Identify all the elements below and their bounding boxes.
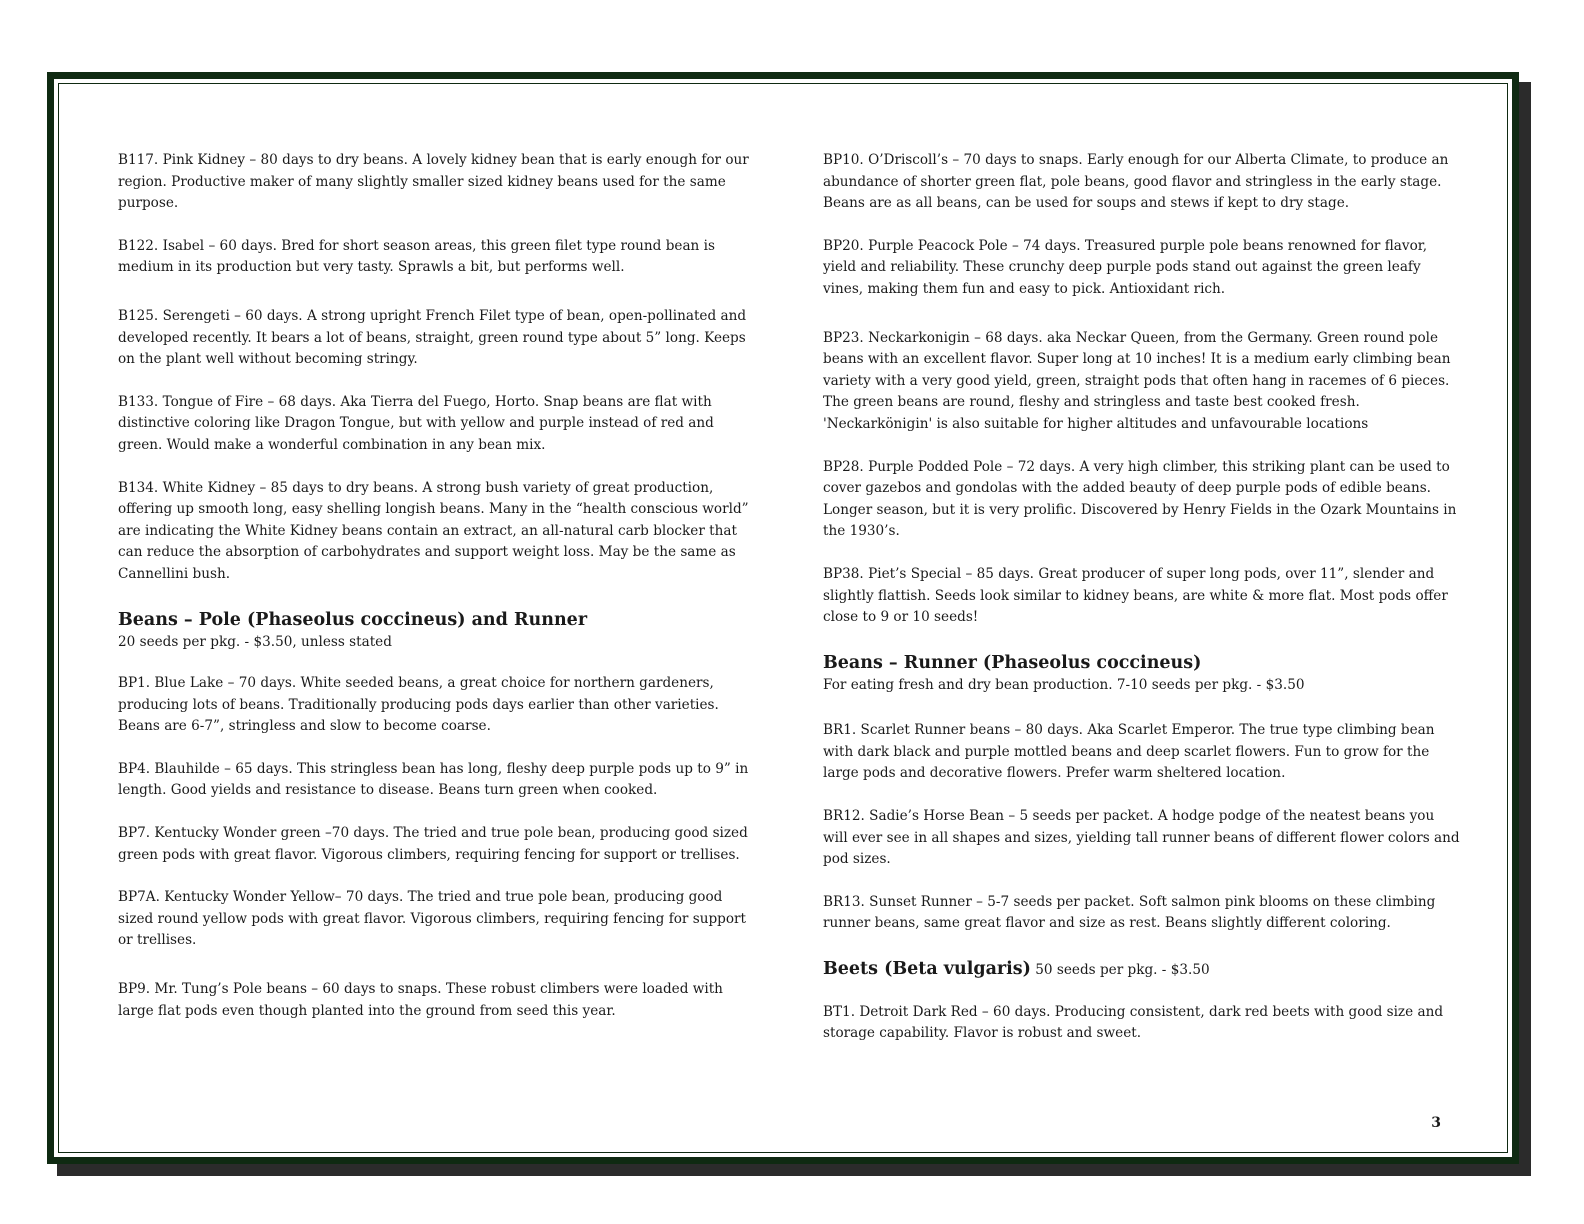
- catalog-entry: B122. Isabel – 60 days. Bred for short season areas, this green filet type round bean is medium in its production but very tasty. Sprawls a bit, but performs well.: [118, 237, 715, 276]
- right-column: [823, 150, 1463, 1066]
- page-number: 3: [1431, 1115, 1441, 1131]
- catalog-entry: B134. White Kidney – 85 days to dry beans. A strong bush variety of great production, offering up smooth long, easy shelling longish beans. Many in the “health conscious world” are indicating the White Kidney beans contain an extract, an all-natural carb blocker that can reduce the absorption of carbohydrates and support weight loss. May be the same as Cannellini bush.: [118, 479, 749, 582]
- section-header-beets: [823, 957, 1463, 982]
- page-frame: [47, 72, 1519, 1164]
- section-subtitle-runner-beans: For eating fresh and dry bean production. 7-10 seeds per pkg. - $3.50: [823, 676, 1305, 693]
- catalog-entry: BP9. Mr. Tung’s Pole beans – 60 days to snaps. These robust climbers were loaded with large flat pods even though planted into the ground from seed this year.: [118, 981, 723, 1019]
- catalog-entry: BP28. Purple Podded Pole – 72 days. A very high climber, this striking plant can be used to cover gazebos and gondolas with the added beauty of deep purple pods of edible beans. Longer season, but it is very prolific. Discovered by Henry Fields in the Ozark Mountains in the 1930’s.: [823, 458, 1457, 540]
- catalog-entry: BR13. Sunset Runner – 5-7 seeds per packet. Soft salmon pink blooms on these climbing runner beans, same great flavor and size as rest. Beans slightly different coloring.: [823, 893, 1436, 932]
- catalog-entry: B133. Tongue of Fire – 68 days. Aka Tierra del Fuego, Horto. Snap beans are flat with distinctive coloring like Dragon Tongue, but with yellow and purple instead of red and green. Would make a wonderful combination in any bean mix.: [118, 393, 714, 453]
- catalog-entry: BP7. Kentucky Wonder green –70 days. The tried and true pole bean, producing good sized green pods with great flavor. Vigorous climbers, requiring fencing for support or trellises.: [118, 825, 748, 863]
- section-heading-runner-beans: Beans – Runner (Phaseolus coccineus): [823, 652, 1202, 673]
- catalog-entry: B117. Pink Kidney – 80 days to dry beans. A lovely kidney bean that is early enough for our region. Productive maker of many slightly smaller sized kidney beans used for the same purpose.: [118, 152, 749, 212]
- catalog-entry: BP4. Blauhilde – 65 days. This stringless bean has long, fleshy deep purple pods up to 9” in length. Good yields and resistance to disease. Beans turn green when cooked.: [118, 760, 749, 799]
- catalog-entry: BR12. Sadie’s Horse Bean – 5 seeds per packet. A hodge podge of the neatest beans you will ever see in all shapes and sizes, yielding tall runner beans of different flower colors and pod sizes.: [823, 808, 1460, 868]
- catalog-entry: BP1. Blue Lake – 70 days. White seeded beans, a great choice for northern gardeners, producing lots of beans. Traditionally producing pods days earlier than other varieties. Beans are 6-7”, stringless and slow to become coarse.: [118, 675, 719, 735]
- catalog-entry: B125. Serengeti – 60 days. A strong upright French Filet type of bean, open-pollinated and developed recently. It bears a lot of beans, straight, green round type about 5” long. Keeps on the plant well without becoming stringy.: [118, 307, 747, 368]
- catalog-entry: BT1. Detroit Dark Red – 60 days. Producing consistent, dark red beets with good size and storage capability. Flavor is robust and sweet.: [823, 1003, 1444, 1042]
- section-heading-beets: Beets (Beta vulgaris): [823, 959, 1031, 980]
- left-column: [118, 150, 758, 1043]
- catalog-entry: BP38. Piet’s Special – 85 days. Great producer of super long pods, over 11”, slender and slightly flattish. Seeds look similar to kidney beans, are white & more flat. Most pods offer close to 9 or 10 seeds!: [823, 565, 1448, 626]
- section-subtitle-pole-beans: 20 seeds per pkg. - $3.50, unless stated: [118, 633, 392, 650]
- page-content: [58, 83, 1508, 1153]
- catalog-entry: BP10. O’Driscoll’s – 70 days to snaps. Early enough for our Alberta Climate, to produce an abundance of shorter green flat, pole beans, good flavor and stringless in the early stage. Beans are as all beans, can be used for soups and stews if kept to dry stage.: [823, 152, 1449, 212]
- section-heading-pole-beans: Beans – Pole (Phaseolus coccineus) and Runner: [118, 609, 588, 630]
- catalog-entry: BP23. Neckarkonigin – 68 days. aka Neckar Queen, from the Germany. Green round pole beans with an excellent flavor. Super long at 10 inches! It is a medium early climbing bean variety with a very good yield, green, straight pods that often hang in racemes of 6 pieces. The green beans are round, fleshy and stringless and taste best cooked fresh. 'Neckarkönigin' is also suitable for higher altitudes and unfavourable locations: [823, 329, 1451, 432]
- catalog-entry: BR1. Scarlet Runner beans – 80 days. Aka Scarlet Emperor. The true type climbing bean with dark black and purple mottled beans and deep scarlet flowers. Fun to grow for the large pods and decorative flowers. Prefer warm sheltered location.: [823, 722, 1435, 782]
- catalog-entry: BP7A. Kentucky Wonder Yellow– 70 days. The tried and true pole bean, producing good sized round yellow pods with great flavor. Vigorous climbers, requiring fencing for support or trellises.: [118, 889, 747, 949]
- catalog-entry: BP20. Purple Peacock Pole – 74 days. Treasured purple pole beans renowned for flavor, yield and reliability. These crunchy deep purple pods stand out against the green leafy vines, making them fun and easy to pick. Antioxidant rich.: [823, 237, 1428, 297]
- section-subtitle-beets: 50 seeds per pkg. - $3.50: [1035, 962, 1210, 979]
